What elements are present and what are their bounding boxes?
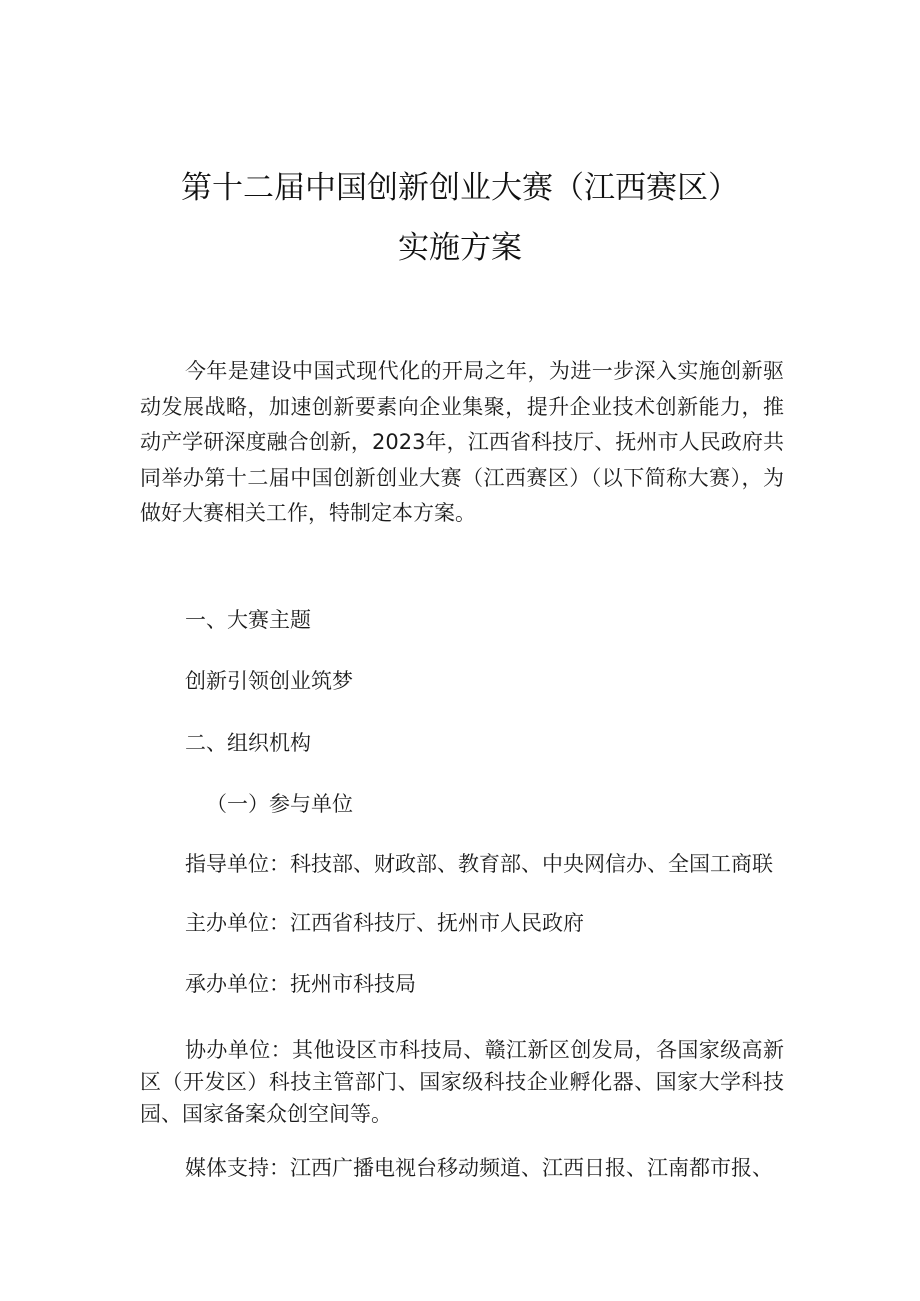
media-support-paragraph: 媒体支持：江西广播电视台移动频道、江西日报、江南都市报、 bbox=[185, 1156, 773, 1180]
theme-text: 创新引领创业筑梦 bbox=[185, 669, 353, 693]
subsection-heading-participants: （一）参与单位 bbox=[206, 792, 353, 816]
document-subtitle: 实施方案 bbox=[398, 230, 522, 266]
section-heading-theme: 一、大赛主题 bbox=[185, 608, 311, 632]
host-units-paragraph: 主办单位：江西省科技厅、抚州市人民政府 bbox=[185, 911, 584, 935]
guiding-units-paragraph: 指导单位：科技部、财政部、教育部、中央网信办、全国工商联 bbox=[185, 852, 773, 876]
coorganizer-units-paragraph: 协办单位：其他设区市科技局、赣江新区创发局，各国家级高新区（开发区）科技主管部门、国家级科技企业孵化器、国家大学科技园、国家备案众创空间等。 bbox=[140, 1038, 784, 1126]
intro-paragraph: 今年是建设中国式现代化的开局之年，为进一步深入实施创新驱动发展战略，加速创新要素向企业集聚，提升企业技术创新能力，推动产学研深度融合创新，2023年，江西省科技厅、抚州市人民政府共同举办第十二届中国创新创业大赛（江西赛区）（以下简称大赛），为做好大赛相关工作，特制定本方案。 bbox=[140, 359, 784, 525]
document-title: 第十二届中国创新创业大赛（江西赛区） bbox=[181, 170, 739, 206]
organizer-units-paragraph: 承办单位：抚州市科技局 bbox=[185, 972, 416, 996]
section-heading-organization: 二、组织机构 bbox=[185, 731, 311, 755]
